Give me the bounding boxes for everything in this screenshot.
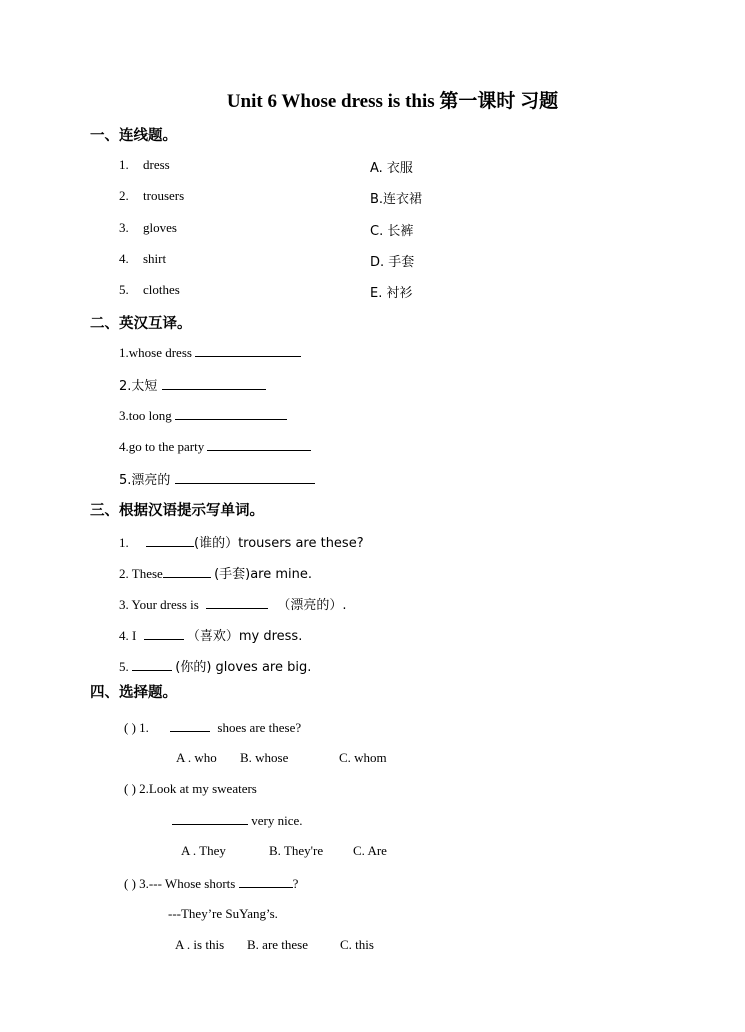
question-text: （喜欢）my dress. bbox=[186, 629, 303, 644]
s1-left-num: 2. bbox=[119, 188, 129, 203]
s4-question-2 bbox=[124, 781, 257, 797]
option-a: A . is this bbox=[175, 937, 225, 952]
s1-left-word: trousers bbox=[143, 188, 185, 203]
question-text: 5. bbox=[119, 659, 129, 674]
option-b: B. They're bbox=[269, 843, 324, 858]
s1-left-word: shirt bbox=[143, 251, 167, 266]
s2-item-text: 2.太短 bbox=[119, 379, 158, 394]
s2-item bbox=[119, 469, 315, 488]
question-text: （漂亮的）. bbox=[277, 598, 347, 613]
answer-blank[interactable] bbox=[239, 875, 293, 888]
question-text: shoes are these? bbox=[217, 720, 302, 735]
section-1-heading: 一、连线题。 bbox=[90, 128, 177, 144]
s1-right-meaning: E. 衬衫 bbox=[370, 286, 413, 301]
s4-q3-answer-line: ---They’re SuYang’s. bbox=[168, 906, 278, 921]
answer-blank[interactable] bbox=[206, 596, 268, 609]
s4-question-3 bbox=[124, 875, 298, 892]
option-b: B. are these bbox=[247, 937, 309, 952]
s2-item-text: 3.too long bbox=[119, 408, 172, 423]
section-4-heading: 四、选择题。 bbox=[90, 685, 177, 701]
question-number: 1. bbox=[119, 535, 129, 550]
s1-left-word: gloves bbox=[143, 220, 177, 235]
s2-item bbox=[119, 375, 266, 394]
question-number: 1. bbox=[139, 720, 149, 735]
s1-left-num: 4. bbox=[119, 251, 129, 266]
answer-blank[interactable] bbox=[175, 471, 315, 484]
s1-right-meaning: A. 衣服 bbox=[370, 161, 413, 176]
s4-question-2-line2 bbox=[172, 812, 303, 829]
answer-blank[interactable] bbox=[172, 812, 248, 825]
answer-blank[interactable] bbox=[144, 627, 184, 640]
answer-blank[interactable] bbox=[207, 438, 311, 451]
question-text: (你的) gloves are big. bbox=[175, 660, 312, 675]
s1-right-meaning: D. 手套 bbox=[370, 255, 415, 270]
s3-question-5 bbox=[119, 656, 311, 675]
s1-left-num: 3. bbox=[119, 220, 129, 235]
option-c: C. whom bbox=[339, 750, 387, 765]
option-a: A . They bbox=[181, 843, 226, 858]
question-text: very nice. bbox=[251, 813, 303, 828]
answer-blank[interactable] bbox=[132, 658, 172, 671]
s1-right-meaning: C. 长裤 bbox=[370, 224, 414, 239]
answer-paren[interactable]: ( ) bbox=[124, 720, 136, 735]
answer-blank[interactable] bbox=[175, 407, 287, 420]
question-text: (手套)are mine. bbox=[214, 567, 313, 582]
s3-question-4 bbox=[119, 625, 302, 644]
section-3-heading: 三、根据汉语提示写单词。 bbox=[90, 503, 264, 519]
question-text: (谁的）trousers are these? bbox=[194, 536, 364, 551]
answer-blank[interactable] bbox=[162, 377, 266, 390]
s1-left-num: 1. bbox=[119, 157, 129, 172]
answer-paren[interactable]: ( ) bbox=[124, 876, 136, 891]
s2-item-text: 5.漂亮的 bbox=[119, 473, 171, 488]
s2-item-text: 4.go to the party bbox=[119, 439, 205, 454]
answer-blank[interactable] bbox=[146, 534, 194, 547]
option-a: A . who bbox=[176, 750, 217, 765]
question-text: 4. I bbox=[119, 628, 137, 643]
s2-item bbox=[119, 344, 301, 361]
s1-left-word: dress bbox=[143, 157, 170, 172]
s3-question-1 bbox=[119, 532, 364, 551]
question-text: 3. Your dress is bbox=[119, 597, 199, 612]
answer-blank[interactable] bbox=[195, 344, 301, 357]
answer-blank[interactable] bbox=[163, 565, 211, 578]
page-title: Unit 6 Whose dress is this 第一课时 习题 bbox=[226, 91, 559, 112]
s3-question-2 bbox=[119, 563, 312, 582]
s2-item-text: 1.whose dress bbox=[119, 345, 192, 360]
answer-paren[interactable]: ( ) bbox=[124, 781, 136, 796]
section-2-heading: 二、英汉互译。 bbox=[90, 316, 192, 332]
option-c: C. Are bbox=[353, 843, 387, 858]
s1-left-word: clothes bbox=[143, 282, 180, 297]
question-text: 2.Look at my sweaters bbox=[139, 781, 257, 796]
question-text: 3.--- Whose shorts bbox=[139, 876, 236, 891]
option-c: C. this bbox=[340, 937, 374, 952]
question-text: ? bbox=[292, 876, 299, 891]
option-b: B. whose bbox=[240, 750, 289, 765]
s3-question-3 bbox=[119, 594, 346, 613]
s2-item bbox=[119, 438, 311, 455]
s4-question-1 bbox=[124, 719, 301, 736]
answer-blank[interactable] bbox=[170, 719, 210, 732]
s2-item bbox=[119, 407, 287, 424]
s1-right-meaning: B.连衣裙 bbox=[370, 192, 423, 207]
question-text: 2. These bbox=[119, 566, 163, 581]
s1-left-num: 5. bbox=[119, 282, 129, 297]
